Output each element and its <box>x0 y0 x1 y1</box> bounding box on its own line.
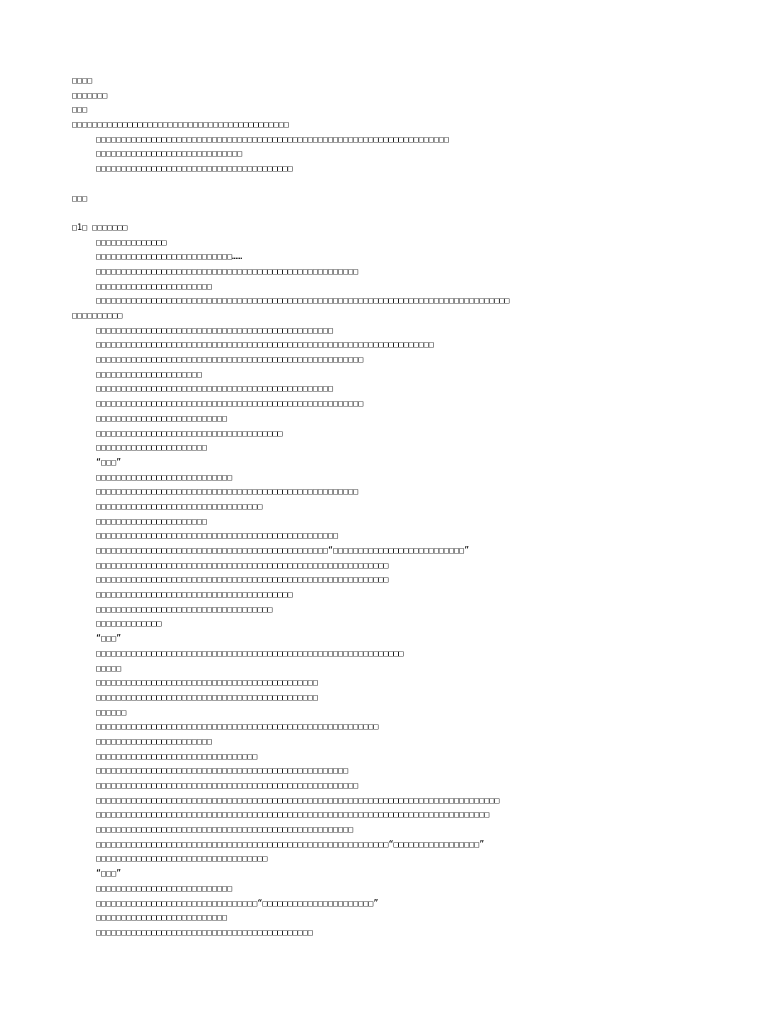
text-line: □□□□□□□□□□□□□□□□□□□□□□□□□□ <box>96 412 228 423</box>
text-line: □□□□□□□□□□□□□□□□□□□□□□□□□□□□□□□□□□□□□□□□□□□ <box>96 926 313 937</box>
text-line: □□□□□□□□□□□□□□□□□□□□□□□□□□□□□□□□□□□□□□□□□□□□□□□□□□□□□□□□□□□□□□□□□□□□□□□□□□□□□□ <box>96 809 490 820</box>
text-line: □1□ □□□□□□□ <box>72 221 128 232</box>
text-line: □□□□□□□□□□□□□□□□□□□□□□□□□□□□□□□□“□□□□□□□□□□□□□□□□□□□□□□” <box>96 897 379 908</box>
blank-line <box>72 205 712 220</box>
text-line: □□□□□□□□□□□□□□□□□□□□□□□□□□ <box>96 912 228 923</box>
text-line: □□□□□□□□□□□□□□□□□□□□□□□□□□□□□□□□□□□□□□□□□□□□□□□□□□□□□□□□□□□□□□□□□□□□□□□□□□□□□□□□□□ <box>96 295 510 306</box>
text-line: □□□□□□□□□□□□□□□□□□□□□□□□□□□ <box>96 882 233 893</box>
text-line: □□□□□□□□□□□□□□□□□□□□□□□□□□□□□□□□□□□□□□□□□□□□ <box>96 691 318 702</box>
text-line: □□□□□□□□□□□□□□□□□□□□□□□□□□□□□□□□□□□□□□□□□□□□□□□□□□□□ <box>96 780 359 790</box>
text-line: □□□□□□□□□□□□□□□□□□□□□□□□□□□□□□□□□□□□□□□□□□□□ <box>96 677 318 688</box>
text-line: □□□□□□□□□□□□□□□□□□□□□□□□□□□□□□□□□□□□□□□□□□□□□□□□□□□□□□□□□□□□□□□□□□□□□□ <box>96 133 449 144</box>
text-line: □□□□□□□□□□□□□□□□□□□□□□ <box>96 515 207 526</box>
text-line: □□□□□□□□□□□□□□□□□□□□□□□□□□□□□□□□□□□□□□□□□□□□□□“□□□□□□□□□□□□□□□□□□□□□□□□□□” <box>96 545 470 555</box>
text-line: □□□□□□□□□□□□□□□□□□□□□□□□□□□□□□□□ <box>96 750 258 761</box>
text-line: □□□□□□□□□□□□□□□□□□□□□□□□□□□□□□□□□□□□□ <box>96 427 283 438</box>
text-line: □□□□□□□□□□□□□□□□□□□□□□□□□□□□□□□□□□□□□□□□□□□□□□□□□□□□□□□□□□□□□□□□□□□ <box>96 339 434 350</box>
text-line: □□□□□□□□□□□□□□ <box>96 236 167 247</box>
text-line: □□□□□□□□□□□□□□□□□□□□□□□□□□□□□□□□□□□ <box>96 603 273 614</box>
document-body <box>72 73 712 940</box>
text-line: □□□□□□□□□□□□□ <box>96 618 162 629</box>
text-line: □□□□□□□□□□□□□□□□□□□□□□□□□□□□□□□□□□□□□□□□□□□□□□□□□□ <box>96 765 349 776</box>
text-line: □□□□□□□□□□□□□□□□□□□□□□□□□□□□□□□□□□□□□□□□□□□□□□□□□□□□□ <box>96 398 364 409</box>
text-line: □□□□ <box>72 75 93 85</box>
text-line: □□□□□□□□□□□□□□□□□□□□□□□□□□□□□□□□□□□□□□□□□□□□□□□□□□□□ <box>96 265 359 276</box>
text-line: □□□□□□□□□□□□□□□□□□□□□□□□□□□□□□□□□□□□□□□□□□□□□□□□□□□□□ <box>96 354 364 365</box>
text-line: □□□□□□□□□□□□□□□□□□□□□□□□□□□□□ <box>96 148 243 159</box>
blank-line <box>72 176 712 191</box>
text-line: □□□□□□□□□□□□□□□□□□□□□□□ <box>96 735 212 746</box>
text-line: □□□□□□□□□□□□□□□□□□□□□□□□□□□□□□□□□□□□□□□□□□□□□□□□□□□□□□□□ <box>96 721 379 732</box>
text-line: □□□□□□□□□□□□□□□□□□□□□□□□□□□□□□□□□□□□□□□□□□□□□□□□□□□□□□□□□□ <box>96 574 389 585</box>
text-line: □□□□□□□□□□□□□□□□□□□□□□□□□□□□□□□□□□□□□□□□□□□□□□□□□□□□□□□□□□ <box>96 559 389 570</box>
text-line: □□□□□□□□□□□□□□□□□□□□□□□□□□□□□□□□□□□□□□□ <box>96 589 293 600</box>
text-line: □□□□□ <box>96 662 122 673</box>
text-line: □□□□□□□ <box>72 89 108 100</box>
text-line: □□□□□□□□□□□□□□□□□□□□□□□□□□□ <box>96 471 233 482</box>
text-line: □□□ <box>72 192 88 203</box>
text-line: □□□□□□□□□□□□□□□□□□□□□□ <box>96 442 207 453</box>
text-line: □□□□□□□□□□□□□□□□□□□□□□□□□□□□□□□□□□□□□□□□□□□□□□□ <box>96 324 333 335</box>
text-line: “□□□” <box>96 868 122 879</box>
text-line: □□□□□□□□□□□□□□□□□□□□□□□□□□□□□□□□□□□□□□□□□□□□□□□□ <box>96 530 339 541</box>
text-line: □□□ <box>72 104 88 115</box>
text-line: □□□□□□□□□□□□□□□□□□□□□□□ <box>96 280 212 291</box>
text-line: □□□□□□□□□□□□□□□□□□□□□□□□□□□□□□□□□□□□□□□□□□□□□□□□□□□ <box>96 824 354 835</box>
text-line: □□□□□□□□□□□□□□□□□□□□□□□□□□□□□□□□□□□□□□□□□□□□□□□□□□□□ <box>96 486 359 497</box>
text-line: □□□□□□□□□□□□□□□□□□□□□□□□□□□□□□□□□□□□□□□□□□□□□□□□□□□□□□□□□□□□□ <box>96 647 404 658</box>
text-line: □□□□□□□□□□□□□□□□□□□□□□□□□□□□□□□□□ <box>96 500 263 511</box>
text-line: □□□□□□□□□□□□□□□□□□□□□□□□□□□□□□□□□□□□□□□ <box>96 163 293 174</box>
text-line: □□□□□□□□□□□□□□□□□□□□□□□□□□□□□□□□□□ <box>96 853 268 864</box>
text-line: □□□□□□□□□□□□□□□□□□□□□□□□□□□□□□□□□□□□□□□□□□□□□□□□□□□□□□□□□□□□□□□□□□□□□□□□□□□□□□□□ <box>96 794 500 805</box>
text-line: □□□□□□□□□□□□□□□□□□□□□□□□□□□□□□□□□□□□□□□□□□□□□□□ <box>96 383 333 394</box>
text-line: □□□□□□□□□□ <box>72 310 123 320</box>
text-line: □□□□□□□□□□□□□□□□□□□□□□□□□□□□□□□□□□□□□□□□□□□ <box>72 119 289 130</box>
text-line: “□□□” <box>96 633 122 644</box>
text-line: □□□□□□□□□□□□□□□□□□□□□ <box>96 368 202 379</box>
text-line: □□□□□□□□□□□□□□□□□□□□□□□□□□□□□□□□□□□□□□□□□□□□□□□□□□□□□□□□□□“□□□□□□□□□□□□□□□□□” <box>96 838 485 849</box>
text-line: □□□□□□ <box>96 706 127 717</box>
text-line: “□□□” <box>96 456 122 467</box>
text-line: □□□□□□□□□□□□□□□□□□□□□□□□□□□…… <box>96 251 243 262</box>
